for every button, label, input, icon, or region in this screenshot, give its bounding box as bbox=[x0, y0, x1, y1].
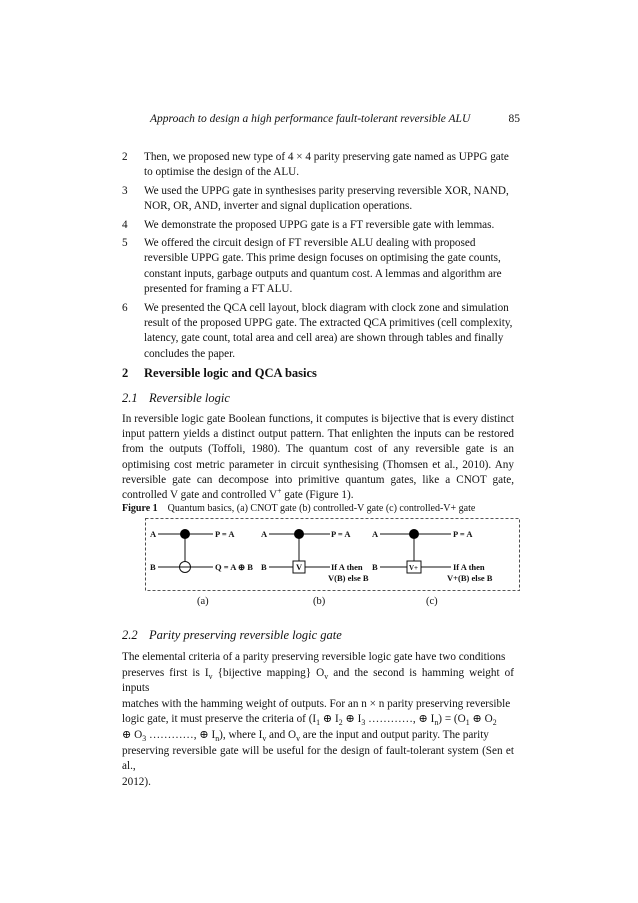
cv-input-a: A bbox=[261, 529, 268, 539]
paragraph-reversible-logic: In reversible logic gate Boolean functions, it computes is bijective that is every distinct input pattern yields a distinct output pattern. That enlighten the inputs can be restored from the outputs (Toffoli, 1980). The quantum cost of any reversible gate is an optimising cost metric parameter in circuit synthesising (Thomsen et al., 2010). Any reversible gate can decompose into primitive quantum gates, like a CNOT gate, controlled V gate and controlled V+ gate (Figure 1). bbox=[122, 413, 514, 502]
section-heading: 2 Reversible logic and QCA basics bbox=[122, 366, 317, 380]
cnot-input-b: B bbox=[150, 562, 156, 572]
cvp-input-b: B bbox=[372, 562, 378, 572]
cnot-input-a: A bbox=[150, 529, 157, 539]
cv-output-q-line2: V(B) else B bbox=[328, 573, 369, 583]
running-header bbox=[150, 113, 520, 125]
cvp-input-a: A bbox=[372, 529, 379, 539]
page-number: 85 bbox=[508, 113, 520, 125]
cv-control-dot bbox=[294, 529, 304, 539]
paragraph-parity-preserving: The elemental criteria of a parity preserving reversible logic gate have two conditions preserves first is $I_v$ {bijective mapping} $O_v$ and the second is hamming weight of inputs matches with the hamming weight of outputs. For an n × n parity preserving reversible logic gate, it must preserve the criteria of ($I_1$ ⊕ $I_2$ ⊕ $I_3$ …………, ⊕ $I_n) = (O_1$ ⊕ $O_2$ ⊕ $O_3$ …………, ⊕ $I_n$), where $I_v$ and $O_v$ are the input and output parity. The parity preserving reversible gate will be useful for the design of fault-tolerant system (Sen et al., 2012). bbox=[122, 651, 514, 788]
running-title: Approach to design a high performance fault-tolerant reversible ALU bbox=[150, 113, 471, 125]
list-item: 2 Then, we proposed new type of 4 × 4 parity preserving gate named as UPPG gate to optimise the design of the ALU. bbox=[122, 151, 509, 179]
contribution-list bbox=[122, 150, 514, 365]
cvp-output-p: P = A bbox=[453, 529, 473, 539]
cnot-output-p: P = A bbox=[215, 529, 235, 539]
cnot-output-q: Q = A ⊕ B bbox=[215, 562, 253, 572]
cvp-control-dot bbox=[409, 529, 419, 539]
list-item: 3 We used the UPPG gate in synthesises parity preserving reversible XOR, NAND, NOR, OR, AND, inverter and signal duplication operations. bbox=[122, 184, 509, 213]
subsection-heading: 2.2 Parity preserving reversible logic gate bbox=[122, 628, 342, 642]
list-item: 6 We presented the QCA cell layout, block diagram with clock zone and simulation result of the proposed UPPG gate. The extracted QCA primitives (cell complexity, latency, gate count, total area and cell area) are shown through tables and finally concludes the paper. bbox=[122, 301, 513, 360]
cv-output-p: P = A bbox=[331, 529, 351, 539]
subfigure-label-a: (a) bbox=[197, 596, 209, 607]
cv-output-q-line1: If A then bbox=[331, 562, 363, 572]
cvp-output-q-line2: V+(B) else B bbox=[447, 573, 493, 583]
subsection-heading: 2.1 Reversible logic bbox=[122, 391, 230, 405]
cnot-control-dot bbox=[180, 529, 190, 539]
cvp-output-q-line1: If A then bbox=[453, 562, 485, 572]
list-item: 4 We demonstrate the proposed UPPG gate is a FT reversible gate with lemmas. bbox=[122, 218, 495, 231]
cv-gate-label: V bbox=[296, 562, 303, 572]
figure-caption: Figure 1 Quantum basics, (a) CNOT gate (b) controlled-V gate (c) controlled-V+ gate bbox=[122, 503, 476, 514]
list-item: 5 We offered the circuit design of FT reversible ALU dealing with proposed reversible UPPG gate. This prime design focuses on optimising the gate counts, constant inputs, garbage outputs and quantum cost. A lemmas and algorithm are presented for framing a FT ALU. bbox=[122, 237, 502, 296]
cv-input-b: B bbox=[261, 562, 267, 572]
cvp-gate-label: V+ bbox=[409, 564, 419, 572]
subfigure-label-b: (b) bbox=[313, 596, 326, 607]
subfigure-label-c: (c) bbox=[426, 596, 438, 607]
